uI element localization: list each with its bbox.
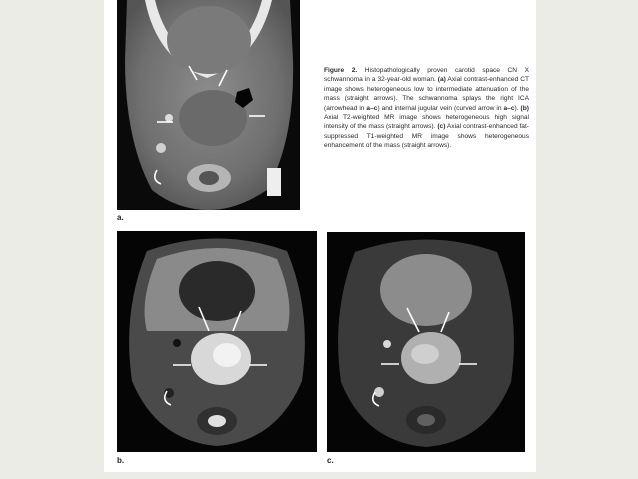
journal-page [104, 0, 536, 472]
ref-a-c-2: a–c [503, 104, 515, 112]
part-a-text-2: ) and internal jugular vein (curved arrow in [377, 104, 502, 112]
part-c-label: (c) [437, 123, 446, 131]
ref-a-c-1: a–c [366, 104, 378, 112]
part-b-text: Axial T2-weighted MR image shows heterogeneous high signal intensity of the mass (straight arrows). [324, 114, 529, 131]
part-c-text: Axial contrast-enhanced fat-suppressed T1-weighted MR image shows heterogeneous enhancement of the mass (straight arrows). [324, 123, 529, 150]
figure-caption [324, 66, 529, 151]
panel-label-c: c. [327, 456, 334, 465]
panel-label-a: a. [117, 213, 124, 222]
mr-t2-image-b [117, 231, 317, 452]
figure-label: Figure 2. [324, 67, 358, 74]
mr-t1-image-c [327, 232, 525, 452]
panel-label-b: b. [117, 456, 125, 465]
figure-title: Histopathologically proven carotid space CN X schwannoma in a 32-year-old woman. [324, 67, 529, 84]
part-a-text: Axial contrast-enhanced CT image shows heterogeneous low to intermediate attenuation of the mass (straight arrows). The schwannoma splays the right ICA (arrowhead in [324, 76, 529, 112]
part-a-label: (a) [437, 76, 446, 84]
part-b-label: (b) [520, 104, 529, 112]
ct-scan-image-a [117, 0, 300, 210]
part-a-text-3: ). [514, 104, 519, 112]
